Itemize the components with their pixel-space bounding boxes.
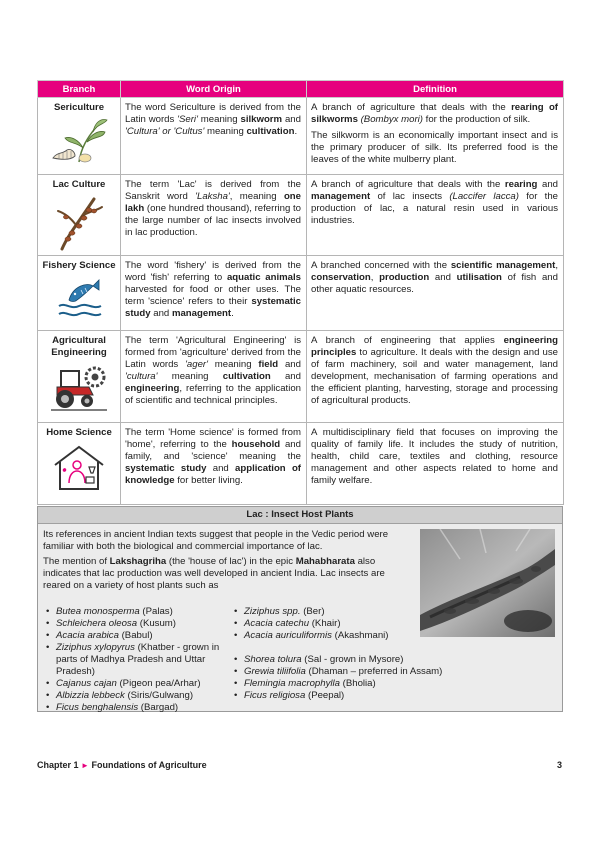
table-row	[38, 256, 564, 331]
branch-name: Lac Culture	[52, 179, 106, 190]
table-row	[38, 175, 564, 256]
box-title: Lac : Insect Host Plants	[38, 507, 562, 524]
branch-cell	[38, 331, 121, 423]
branch-name: Agricultural Engineering	[51, 335, 107, 358]
definition-text	[311, 102, 558, 166]
fish-icon	[53, 276, 105, 322]
definition-cell	[307, 175, 564, 256]
box-intro	[43, 529, 415, 595]
definition-text	[311, 260, 558, 296]
branch-cell	[38, 175, 121, 256]
definition-text	[311, 179, 558, 227]
chapter-title: Foundations of Agriculture	[91, 760, 207, 770]
list-item: • Cajanus cajan (Pigeon pea/Arhar)	[43, 678, 233, 690]
lac-branch-icon	[54, 195, 104, 251]
origin-cell	[121, 175, 307, 256]
list-item: • Acacia auriculiformis (Akashmani)	[231, 630, 421, 642]
agriculture-branches-table	[37, 80, 564, 505]
definition-paragraph: A branch of engineering that applies engineering principles to agriculture. It deals with the design and use of farm machinery, soil and water management, land development, mechanisation of farming operations and the efficient planting, harvesting, storage and processing of agricultural products.	[311, 335, 558, 406]
table-row	[38, 331, 564, 423]
definition-paragraph: The silkworm is an economically important insect and is the primary producer of silk. Its preferred food is the leaves of the white mulberry plant.	[311, 130, 558, 165]
definition-cell	[307, 98, 564, 175]
origin-text: The term 'Lac' is derived from the Sanskrit word 'Laksha', meaning one lakh (one hundred thousand), referring to the large number of lac insects involved in lac production.	[125, 179, 302, 238]
list-item: • Schleichera oleosa (Kusum)	[43, 618, 233, 630]
header-definition: Definition	[307, 81, 564, 98]
tractor-icon	[49, 363, 109, 413]
box-paragraph: Its references in ancient Indian texts suggest that people in the Vedic period were familiar with both the biological and commercial importance of lac.	[43, 529, 389, 552]
definition-cell	[307, 423, 564, 505]
list-item: • Ficus religiosa (Peepal)	[231, 690, 461, 702]
branch-name: Home Science	[46, 427, 112, 438]
definition-cell	[307, 256, 564, 331]
branch-cell	[38, 256, 121, 331]
definition-paragraph: A branch of agriculture that deals with the rearing and management of lac insects (Laccifer lacca) for the production of lac, a natural resin used in various industries.	[311, 179, 558, 226]
chapter-arrow-icon: ►	[81, 761, 89, 770]
list-item: • Butea monosperma (Palas)	[43, 606, 233, 618]
branch-cell	[38, 423, 121, 505]
header-branch: Branch	[38, 81, 121, 98]
list-item: • Ficus benghalensis (Bargad)	[43, 702, 233, 714]
origin-text: The term 'Agricultural Engineering' is formed from 'agriculture' derived from the Latin words 'ager' meaning field and 'cultura' meaning cultivation and engineering, referring to the application of scientific and technical principles.	[125, 335, 301, 406]
origin-text: The term 'Home science' is formed from 'home', referring to the household and family, and 'science' meaning the systematic study and application of knowledge for better living.	[125, 427, 301, 486]
lac-host-plants-box	[37, 506, 563, 712]
lac-encrusted-branch-photo	[420, 529, 555, 637]
definition-paragraph: A multidisciplinary field that focuses on improving the quality of family life. It includes the study of nutrition, health, child care, textiles and clothing, resource management and other aspects related to home and family welfare.	[311, 427, 558, 486]
branch-name: Fishery Science	[42, 260, 116, 271]
home-science-icon	[51, 443, 107, 493]
branch-cell	[38, 98, 121, 175]
definition-paragraph: A branched concerned with the scientific management, conservation, production and utilisation of fish and other aquatic resources.	[311, 260, 558, 295]
list-item: • Acacia catechu (Khair)	[231, 618, 421, 630]
page-number: 3	[557, 760, 563, 770]
box-paragraph: The mention of Lakshagriha (the 'house of lac') in the epic Mahabharata also indicates that lac production was well developed in ancient India. Lac insects are reared on a variety of host plants such as	[43, 556, 385, 591]
list-item: • Shorea tolura (Sal - grown in Mysore)	[231, 654, 461, 666]
origin-text: The word 'fishery' is derived from the word 'fish' referring to aquatic animals harvested for food or other uses. The term 'science' refers to their systematic study and management.	[125, 260, 301, 319]
header-word-origin: Word Origin	[121, 81, 307, 98]
table-header-row	[38, 81, 564, 98]
origin-cell	[121, 98, 307, 175]
silkworm-icon	[49, 118, 109, 164]
definition-text	[311, 427, 558, 487]
list-item: • Flemingia macrophylla (Bholia)	[231, 678, 461, 690]
list-item: • Grewia tiliifolia (Dhaman – preferred in Assam)	[231, 666, 461, 678]
list-item: • Albizzia lebbeck (Siris/Gulwang)	[43, 690, 233, 702]
origin-cell	[121, 331, 307, 423]
host-plants-left-list	[43, 606, 233, 714]
footer-chapter	[37, 760, 207, 770]
origin-text: The word Sericulture is derived from the Latin words 'Seri' meaning silkworm and 'Cultura' or 'Cultus' meaning cultivation.	[125, 102, 301, 137]
host-plants-right-list-top	[231, 606, 421, 642]
chapter-label: Chapter 1	[37, 760, 79, 770]
definition-paragraph: A branch of agriculture that deals with the rearing of silkworms (Bombyx mori) for the production of silk.	[311, 102, 558, 125]
origin-cell	[121, 256, 307, 331]
list-item: • Ziziphus spp. (Ber)	[231, 606, 421, 618]
host-plants-right-list-bottom	[231, 654, 461, 702]
table-row	[38, 423, 564, 505]
definition-cell	[307, 331, 564, 423]
list-item: • Ziziphus xylopyrus (Khatber - grown in parts of Madhya Pradesh and Uttar Pradesh)	[43, 642, 233, 678]
branch-name: Sericulture	[53, 102, 105, 113]
table-row	[38, 98, 564, 175]
origin-cell	[121, 423, 307, 505]
list-item: • Acacia arabica (Babul)	[43, 630, 233, 642]
definition-text	[311, 335, 558, 407]
